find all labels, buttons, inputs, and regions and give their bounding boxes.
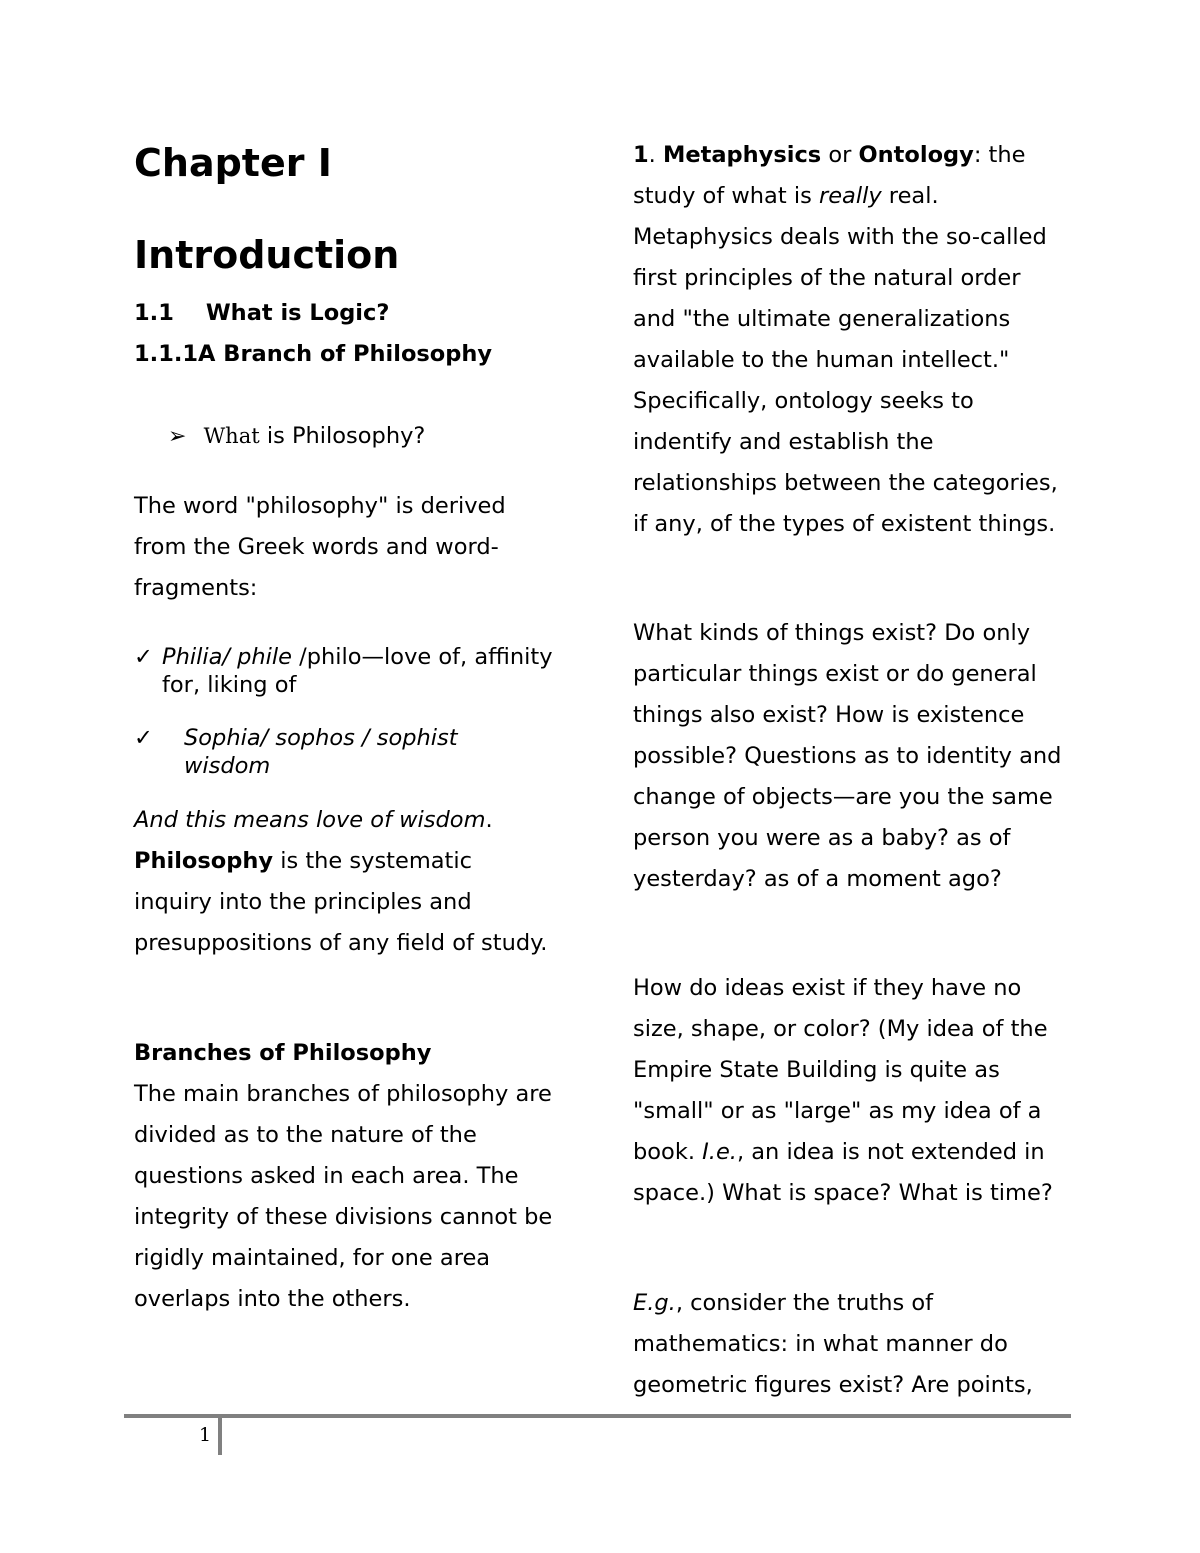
philosophy-definition [134, 800, 554, 964]
ideas-text-b: , an idea is not extended in space.) What is space? What is time? [633, 1139, 1053, 1206]
eg-abbrev: E.g. [633, 1290, 676, 1316]
check-item-sophia [134, 724, 534, 780]
item-dot: . [648, 142, 663, 168]
or-word: or [821, 142, 859, 168]
ideas-text-a: How do ideas exist if they have no size, shape, or color? (My idea of the Empire State Building is quite as "small" or as "large" as my idea of a book. [633, 975, 1048, 1165]
checkmark-icon: ✓ [134, 644, 153, 670]
sophia-term: Sophia/ sophos / sophist wisdom [184, 725, 458, 779]
subsection-heading: 1.1.1A Branch of Philosophy [134, 341, 493, 367]
section-title: What is Logic? [205, 300, 390, 326]
metaphysics-term: Metaphysics [662, 142, 822, 168]
chapter-title: Introduction [134, 233, 400, 277]
mathematics-text: , consider the truths of mathematics: in what manner do geometric figures exist? Are points, [633, 1290, 1033, 1398]
ie-abbrev: I.e. [702, 1139, 737, 1165]
bullet-text: is Philosophy? [259, 423, 426, 449]
philosophy-term: Philosophy [134, 848, 274, 874]
metaphysics-definition-a: : the study of what is [633, 142, 1026, 209]
footer-rule [124, 1414, 1071, 1418]
section-heading [134, 300, 389, 326]
chapter-label: Chapter I [134, 141, 332, 185]
metaphysics-paragraph [633, 135, 1058, 545]
section-number: 1.1 [134, 300, 174, 326]
branches-heading: Branches of Philosophy [134, 1040, 432, 1066]
really-word: really [818, 183, 882, 209]
derivation-paragraph: The word "philosophy" is derived from the Greek words and word-fragments: [134, 493, 506, 601]
metaphysics-definition-b: real. Metaphysics deals with the so-called first principles of the natural order and "the ultimate generalizations available to the human intellect." Specifically, ontology seeks to indentify and establish the relationships between the categories, if any, of the types of existent things. [633, 183, 1058, 537]
ontology-term: Ontology [858, 142, 974, 168]
item-number: 1 [633, 142, 649, 168]
philia-definition: /philo—love of, affinity for, liking of [162, 644, 553, 698]
arrow-bullet-icon: ➢ [168, 424, 187, 449]
branches-paragraph: The main branches of philosophy are divided as to the nature of the questions asked in each area. The integrity of these divisions cannot be rigidly maintained, for one area overlaps into the others. [134, 1081, 553, 1312]
bullet-question [168, 423, 425, 449]
existence-paragraph: What kinds of things exist? Do only particular things exist or do general things also exist? How is existence possible? Questions as to identity and change of objects—are you the same person you were as a baby? as of yesterday? as of a moment ago? [633, 620, 1062, 892]
checkmark-icon: ✓ [134, 725, 153, 751]
love-of-wisdom-period: . [485, 807, 493, 833]
footer-tick [218, 1418, 222, 1455]
philosophy-explanation: is the systematic inquiry into the principles and presuppositions of any field of study. [134, 848, 548, 956]
philia-term: Philia/ phile [162, 644, 300, 670]
mathematics-paragraph [633, 1283, 1058, 1406]
love-of-wisdom-line: And this means love of wisdom [134, 807, 486, 833]
bullet-word: What [203, 424, 260, 448]
check-item-philia [134, 643, 562, 699]
ideas-paragraph [633, 968, 1058, 1214]
page-number: 1 [199, 1424, 212, 1446]
